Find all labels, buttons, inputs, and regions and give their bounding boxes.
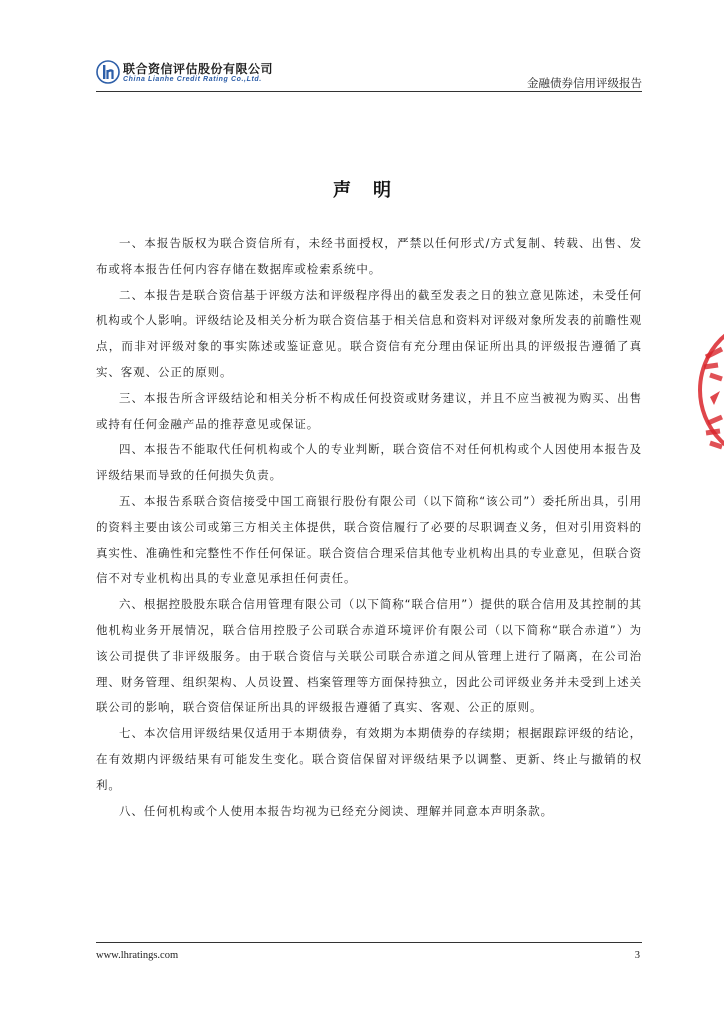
company-logo xyxy=(96,58,306,92)
statement-paragraph-5: 五、本报告系联合资信接受中国工商银行股份有限公司（以下简称“该公司”）委托所出具，引用的资料主要由该公司或第三方相关主体提供，联合资信履行了必要的尽职调查义务，但对引用资料的真实性、准确性和完整性不作任何保证。联合资信合理采信其他专业机构出具的专业意见，但联合资信不对专业机构出具的专业意见承担任何责任。 xyxy=(96,493,642,586)
statement-paragraph-3: 三、本报告所含评级结论和相关分析不构成任何投资或财务建议，并且不应当被视为购买、出售或持有任何金融产品的推荐意见或保证。 xyxy=(96,390,642,431)
footer-divider xyxy=(96,942,642,943)
statement-paragraph-4: 四、本报告不能取代任何机构或个人的专业判断，联合资信不对任何机构或个人因使用本报告及评级结果而导致的任何损失负责。 xyxy=(96,442,642,483)
page-title: 声明 xyxy=(333,180,413,201)
statement-paragraph-8: 八、任何机构或个人使用本报告均视为已经充分阅读、理解并同意本声明条款。 xyxy=(119,803,553,818)
statement-paragraph-7: 七、本次信用评级结果仅适用于本期债券，有效期为本期债券的存续期；根据跟踪评级的结论，在有效期内评级结果有可能发生变化。联合资信保留对评级结果予以调整、更新、终止与撤销的权利。 xyxy=(96,726,642,792)
header-divider xyxy=(96,91,642,92)
statement-paragraph-2: 二、本报告是联合资信基于评级方法和评级程序得出的截至发表之日的独立意见陈述，未受任何机构或个人影响。评级结论及相关分析为联合资信基于相关信息和资料对评级对象所发表的前瞻性观点，而非对评级对象的事实陈述或鉴证意见。联合资信有充分理由保证所出具的评级报告遵循了真实、客观、公正的原则。 xyxy=(96,287,642,379)
page-header xyxy=(96,58,642,98)
lianhe-logo-icon xyxy=(96,60,120,84)
website-url: www.lhratings.com xyxy=(96,950,179,961)
company-name-cn: 联合资信评估股份有限公司 xyxy=(123,62,274,76)
company-seal-stamp xyxy=(692,305,724,475)
company-name-en: China Lianhe Credit Rating Co.,Ltd. xyxy=(123,76,262,83)
page-number: 3 xyxy=(634,950,640,961)
report-type: 金融债券信用评级报告 xyxy=(527,76,642,90)
statement-body xyxy=(96,231,642,824)
statement-paragraph-6: 六、根据控股股东联合信用管理有限公司（以下简称“联合信用”）提供的联合信用及其控制的其他机构业务开展情况，联合信用控股子公司联合赤道环境评价有限公司（以下简称“联合赤道”）为该公司提供了非评级服务。由于联合资信与关联公司联合赤道之间从管理上进行了隔离，在公司治理、财务管理、组织架构、人员设置、档案管理等方面保持独立，因此公司评级业务并未受到上述关联公司的影响，联合资信保证所出具的评级报告遵循了真实、客观、公正的原则。 xyxy=(96,597,642,715)
statement-paragraph-1: 一、本报告版权为联合资信所有，未经书面授权，严禁以任何形式/方式复制、转载、出售、发布或将本报告任何内容存储在数据库或检索系统中。 xyxy=(96,236,642,276)
